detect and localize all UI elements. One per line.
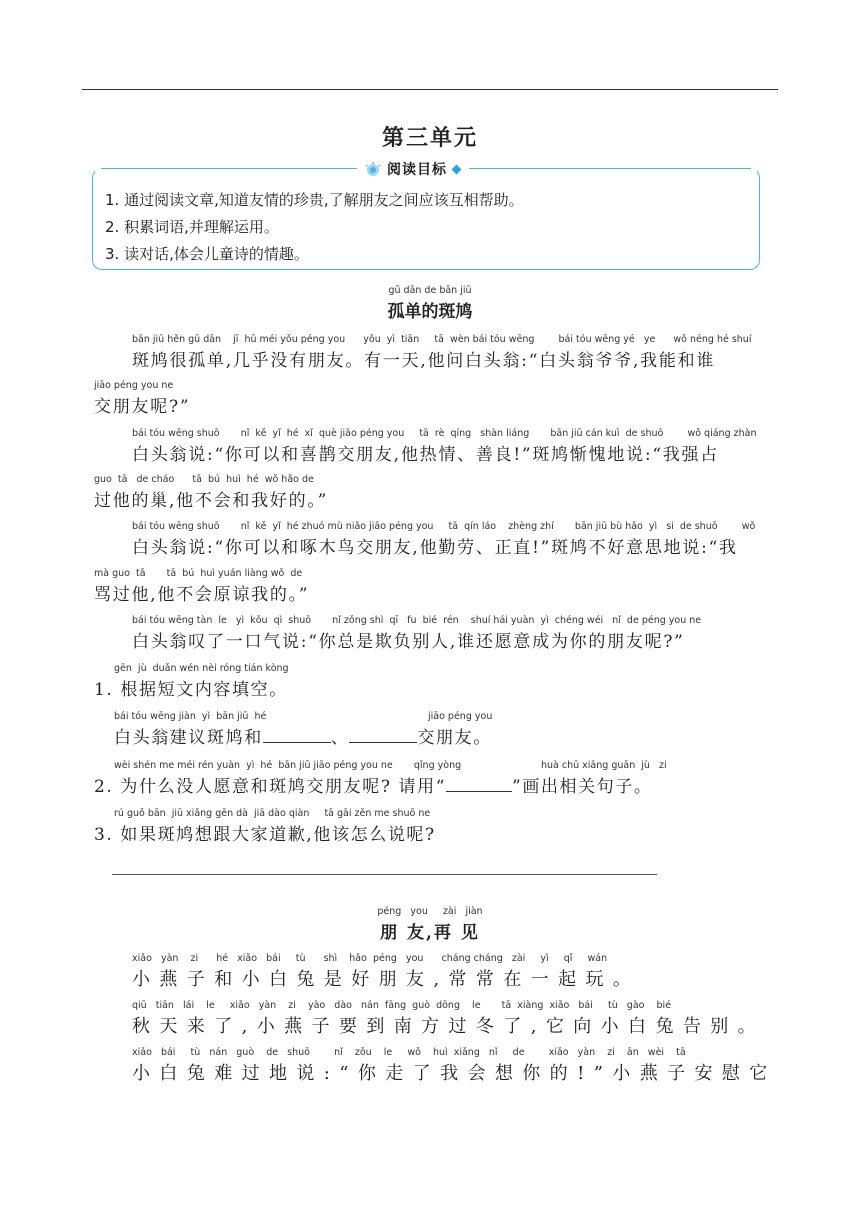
reading-goals-box bbox=[92, 162, 760, 270]
goal-border-right bbox=[469, 168, 751, 169]
story1-line-pinyin: bān jiū hěn gū dān jī hū méi yǒu péng you yǒu yì tiān tā wèn bái tóu wēng bái tóu wēng yé ye wǒ néng hé shuí bbox=[132, 334, 752, 345]
story2-line: 秋天来了,小燕子要到南方过冬了,它向小白兔告别。 bbox=[132, 1016, 766, 1037]
story2-title: 朋 友,再 见 bbox=[380, 923, 480, 943]
story1-line-pinyin: jiāo péng you ne bbox=[94, 380, 174, 391]
goal-item: 1. 通过阅读文章,知道友情的珍贵,了解朋友之间应该互相帮助。 bbox=[105, 191, 524, 209]
question-pinyin: wèi shén me méi rén yuàn yì hé bān jiū jiāo péng you ne qǐng yòng bbox=[114, 760, 462, 771]
story1-title-pinyin: gū dān de bān jiū bbox=[388, 285, 472, 296]
fill-text: 白头翁建议斑鸠和 bbox=[114, 728, 263, 748]
story1-line: 白头翁叹了一口气说:“你总是欺负别人,谁还愿意成为你的朋友呢?” bbox=[132, 632, 685, 652]
story2-line: 小白兔难过地说:“你走了我会想你的!”小燕子安慰它 bbox=[132, 1063, 777, 1084]
question-pinyin: gēn jù duǎn wén nèi róng tián kòng bbox=[114, 663, 289, 674]
unit-title: 第三单元 bbox=[381, 125, 478, 151]
answer-blank[interactable] bbox=[349, 741, 417, 743]
story1-line: 交朋友呢?” bbox=[94, 397, 191, 417]
fill-text: 交朋友。 bbox=[417, 728, 492, 748]
separator: 、 bbox=[330, 728, 350, 748]
story1-line-pinyin: bái tóu wēng tàn le yì kǒu qì shuō nǐ zǒng shì qī fu bié rén shuí hái yuàn yì chéng wéi nǐ de péng you ne bbox=[132, 615, 702, 626]
story1-line: 过他的巢,他不会和我好的。” bbox=[94, 491, 329, 511]
story2-title-pinyin: péng you zài jiàn bbox=[377, 906, 483, 917]
goal-border-left bbox=[101, 168, 357, 169]
answer-blank[interactable] bbox=[263, 741, 331, 743]
reading-goals-list bbox=[105, 187, 524, 268]
story1-line: 白头翁说:“你可以和啄木鸟交朋友,他勤劳、正直!”斑鸠不好意思地说:“我 bbox=[132, 538, 738, 558]
story2-line-pinyin: xiǎo bái tù nán guò de shuō nǐ zǒu le wǒ huì xiǎng nǐ de xiǎo yàn zi ān wèi tā bbox=[132, 1047, 686, 1058]
question-pinyin: bái tóu wēng jiàn yì bān jiū hé bbox=[114, 711, 267, 722]
story1-line-pinyin: bái tóu wēng shuō nǐ kě yǐ hé xǐ què jiāo péng you tā rè qíng shàn liáng bān jiū cán kuì de shuō wǒ qiáng zhàn bbox=[132, 428, 757, 439]
story1-line-pinyin: bái tóu wēng shuō nǐ kě yǐ hé zhuó mù niǎo jiāo péng you tā qín láo zhèng zhí bān jiū bù hǎo yì si de shuō wǒ bbox=[132, 521, 756, 532]
reading-goals-label: 阅读目标 bbox=[387, 162, 447, 178]
story1-line: 斑鸠很孤单,几乎没有朋友。有一天,他问白头翁:“白头翁爷爷,我能和谁 bbox=[132, 351, 716, 371]
question-1-fill bbox=[114, 723, 492, 748]
story1-line: 白头翁说:“你可以和喜鹊交朋友,他热情、善良!”斑鸠惭愧地说:“我强占 bbox=[132, 445, 720, 465]
question-text: 2. 为什么没人愿意和斑鸠交朋友呢? 请用“ bbox=[94, 777, 447, 797]
answer-line[interactable] bbox=[112, 874, 657, 875]
question-3: 3. 如果斑鸠想跟大家道歉,他该怎么说呢? bbox=[94, 825, 436, 845]
goal-item: 3. 读对话,体会儿童诗的情趣。 bbox=[105, 245, 309, 263]
question-text: ”画出相关句子。 bbox=[512, 777, 653, 797]
top-rule bbox=[82, 89, 778, 90]
story2-line-pinyin: xiǎo yàn zi hé xiǎo bái tù shì hǎo péng you cháng cháng zài yì qǐ wán bbox=[132, 953, 608, 964]
goal-item: 2. 积累词语,并理解运用。 bbox=[105, 218, 279, 236]
question-pinyin: jiāo péng you bbox=[428, 711, 493, 722]
question-pinyin: huà chū xiāng guān jù zi bbox=[541, 760, 667, 771]
book-icon bbox=[363, 161, 383, 177]
question-pinyin: rú guǒ bān jiū xiǎng gēn dà jiā dào qiàn tā gāi zěn me shuō ne bbox=[114, 808, 431, 819]
story1-line-pinyin: guo tā de cháo tā bú huì hé wǒ hǎo de bbox=[94, 474, 314, 485]
story2-line: 小燕子和小白兔是好朋友,常常在一起玩。 bbox=[132, 969, 641, 990]
question-2 bbox=[94, 772, 653, 797]
reading-goals-header bbox=[363, 158, 483, 180]
story1-line-pinyin: mà guo tā tā bú huì yuán liàng wǒ de bbox=[94, 568, 303, 579]
answer-blank[interactable] bbox=[446, 790, 512, 792]
story1-title: 孤单的斑鸠 bbox=[387, 302, 473, 322]
story1-line: 骂过他,他不会原谅我的。” bbox=[94, 585, 310, 605]
question-1: 1. 根据短文内容填空。 bbox=[94, 680, 288, 700]
diamond-icon bbox=[452, 164, 462, 174]
story2-line-pinyin: qiū tiān lái le xiǎo yàn zi yào dào nán fāng guò dōng le tā xiàng xiǎo bái tù gào bié bbox=[132, 1000, 672, 1011]
